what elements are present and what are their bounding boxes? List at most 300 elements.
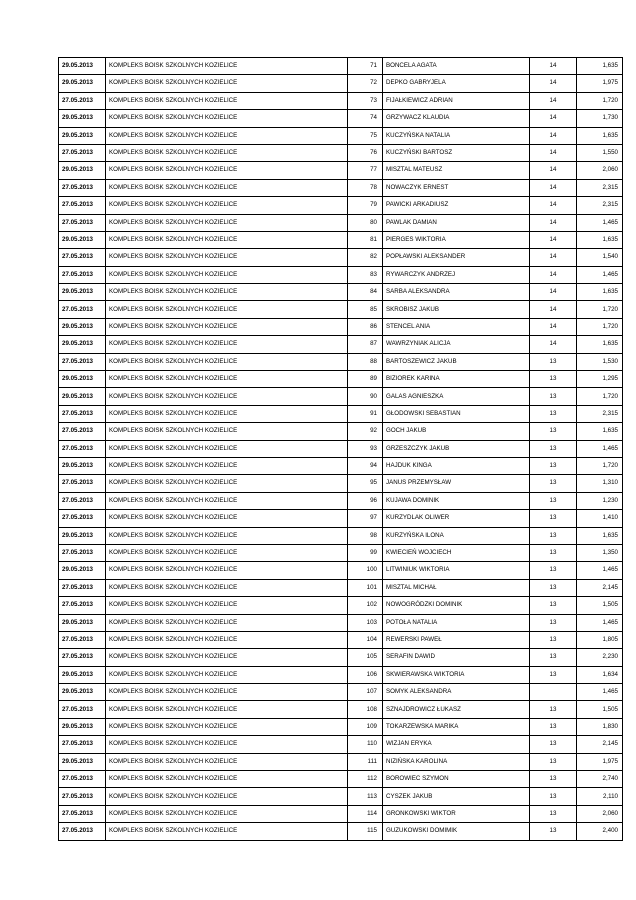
- date-cell: 27.05.2013: [59, 649, 106, 666]
- age-cell: 13: [530, 649, 577, 666]
- table-row: [59, 58, 623, 75]
- age-cell: 13: [530, 666, 577, 683]
- date-cell: 27.05.2013: [59, 440, 106, 457]
- place-cell: KOMPLEKS BOISK SZKOLNYCH KOZIELICE: [106, 127, 348, 144]
- date-cell: 29.05.2013: [59, 753, 106, 770]
- place-cell: KOMPLEKS BOISK SZKOLNYCH KOZIELICE: [106, 823, 348, 840]
- date-cell: 27.05.2013: [59, 197, 106, 214]
- results-table: [58, 57, 623, 841]
- number-cell: 82: [348, 249, 383, 266]
- number-cell: 80: [348, 214, 383, 231]
- age-cell: 13: [530, 353, 577, 370]
- age-cell: 13: [530, 753, 577, 770]
- place-cell: KOMPLEKS BOISK SZKOLNYCH KOZIELICE: [106, 736, 348, 753]
- number-cell: 95: [348, 475, 383, 492]
- name-cell: WIZJAN ERYKA: [383, 736, 530, 753]
- place-cell: KOMPLEKS BOISK SZKOLNYCH KOZIELICE: [106, 492, 348, 509]
- table-row: [59, 649, 623, 666]
- table-row: [59, 423, 623, 440]
- name-cell: SKROBISZ JAKUB: [383, 301, 530, 318]
- date-cell: 27.05.2013: [59, 475, 106, 492]
- name-cell: SARBA ALEKSANDRA: [383, 284, 530, 301]
- result-cell: 2,230: [577, 649, 623, 666]
- place-cell: KOMPLEKS BOISK SZKOLNYCH KOZIELICE: [106, 440, 348, 457]
- number-cell: 86: [348, 318, 383, 335]
- name-cell: REWERSKI PAWEŁ: [383, 631, 530, 648]
- number-cell: 101: [348, 579, 383, 596]
- number-cell: 72: [348, 75, 383, 92]
- place-cell: KOMPLEKS BOISK SZKOLNYCH KOZIELICE: [106, 753, 348, 770]
- result-cell: 2,740: [577, 771, 623, 788]
- place-cell: KOMPLEKS BOISK SZKOLNYCH KOZIELICE: [106, 266, 348, 283]
- number-cell: 110: [348, 736, 383, 753]
- table-row: [59, 475, 623, 492]
- name-cell: GRZESZCZYK JAKUB: [383, 440, 530, 457]
- number-cell: 111: [348, 753, 383, 770]
- place-cell: KOMPLEKS BOISK SZKOLNYCH KOZIELICE: [106, 144, 348, 161]
- age-cell: 13: [530, 457, 577, 474]
- date-cell: 27.05.2013: [59, 301, 106, 318]
- number-cell: 94: [348, 457, 383, 474]
- result-cell: 2,060: [577, 162, 623, 179]
- name-cell: JANUS PRZEMYSŁAW: [383, 475, 530, 492]
- age-cell: 13: [530, 475, 577, 492]
- table-row: [59, 266, 623, 283]
- date-cell: 27.05.2013: [59, 736, 106, 753]
- age-cell: 13: [530, 736, 577, 753]
- result-cell: 1,505: [577, 701, 623, 718]
- number-cell: 90: [348, 388, 383, 405]
- age-cell: 13: [530, 371, 577, 388]
- place-cell: KOMPLEKS BOISK SZKOLNYCH KOZIELICE: [106, 510, 348, 527]
- place-cell: KOMPLEKS BOISK SZKOLNYCH KOZIELICE: [106, 597, 348, 614]
- date-cell: 27.05.2013: [59, 631, 106, 648]
- number-cell: 93: [348, 440, 383, 457]
- place-cell: KOMPLEKS BOISK SZKOLNYCH KOZIELICE: [106, 562, 348, 579]
- name-cell: KUJAWA DOMINIK: [383, 492, 530, 509]
- age-cell: 13: [530, 388, 577, 405]
- table-row: [59, 162, 623, 179]
- date-cell: 27.05.2013: [59, 788, 106, 805]
- result-cell: 1,720: [577, 301, 623, 318]
- name-cell: NOWOGRÓDZKI DOMINIK: [383, 597, 530, 614]
- number-cell: 75: [348, 127, 383, 144]
- age-cell: 14: [530, 162, 577, 179]
- result-cell: 1,530: [577, 353, 623, 370]
- table-row: [59, 597, 623, 614]
- result-cell: 1,635: [577, 284, 623, 301]
- date-cell: 29.05.2013: [59, 318, 106, 335]
- date-cell: 27.05.2013: [59, 92, 106, 109]
- table-row: [59, 179, 623, 196]
- table-row: [59, 231, 623, 248]
- name-cell: KUCZYŃSKA NATALIA: [383, 127, 530, 144]
- table-row: [59, 336, 623, 353]
- result-cell: 1,635: [577, 336, 623, 353]
- date-cell: 29.05.2013: [59, 231, 106, 248]
- age-cell: 14: [530, 318, 577, 335]
- age-cell: 13: [530, 597, 577, 614]
- table-row: [59, 249, 623, 266]
- place-cell: KOMPLEKS BOISK SZKOLNYCH KOZIELICE: [106, 544, 348, 561]
- date-cell: 29.05.2013: [59, 718, 106, 735]
- table-row: [59, 492, 623, 509]
- date-cell: 27.05.2013: [59, 544, 106, 561]
- name-cell: KURZYDLAK OLIWER: [383, 510, 530, 527]
- table-row: [59, 666, 623, 683]
- age-cell: 13: [530, 718, 577, 735]
- number-cell: 78: [348, 179, 383, 196]
- table-row: [59, 614, 623, 631]
- result-cell: 1,465: [577, 614, 623, 631]
- place-cell: KOMPLEKS BOISK SZKOLNYCH KOZIELICE: [106, 214, 348, 231]
- age-cell: 13: [530, 510, 577, 527]
- name-cell: POTOŁA NATALIA: [383, 614, 530, 631]
- number-cell: 87: [348, 336, 383, 353]
- age-cell: 14: [530, 284, 577, 301]
- result-cell: 1,635: [577, 423, 623, 440]
- number-cell: 107: [348, 684, 383, 701]
- table-row: [59, 823, 623, 840]
- table-row: [59, 371, 623, 388]
- date-cell: 29.05.2013: [59, 110, 106, 127]
- age-cell: 14: [530, 144, 577, 161]
- number-cell: 115: [348, 823, 383, 840]
- date-cell: 29.05.2013: [59, 284, 106, 301]
- place-cell: KOMPLEKS BOISK SZKOLNYCH KOZIELICE: [106, 249, 348, 266]
- number-cell: 92: [348, 423, 383, 440]
- name-cell: POPŁAWSKI ALEKSANDER: [383, 249, 530, 266]
- result-cell: 1,540: [577, 249, 623, 266]
- name-cell: GRONKOWSKI WIKTOR: [383, 805, 530, 822]
- age-cell: 13: [530, 805, 577, 822]
- date-cell: 29.05.2013: [59, 336, 106, 353]
- result-cell: 2,315: [577, 179, 623, 196]
- place-cell: KOMPLEKS BOISK SZKOLNYCH KOZIELICE: [106, 579, 348, 596]
- result-cell: 2,315: [577, 405, 623, 422]
- date-cell: 27.05.2013: [59, 249, 106, 266]
- number-cell: 83: [348, 266, 383, 283]
- date-cell: 27.05.2013: [59, 823, 106, 840]
- name-cell: GOCH JAKUB: [383, 423, 530, 440]
- number-cell: 99: [348, 544, 383, 561]
- number-cell: 105: [348, 649, 383, 666]
- table-row: [59, 318, 623, 335]
- place-cell: KOMPLEKS BOISK SZKOLNYCH KOZIELICE: [106, 771, 348, 788]
- name-cell: SKWIERAWSKA WIKTORIA: [383, 666, 530, 683]
- age-cell: 14: [530, 110, 577, 127]
- date-cell: 29.05.2013: [59, 388, 106, 405]
- result-cell: 1,465: [577, 266, 623, 283]
- result-cell: 1,350: [577, 544, 623, 561]
- date-cell: 27.05.2013: [59, 179, 106, 196]
- name-cell: MISZTAL MATEUSZ: [383, 162, 530, 179]
- name-cell: TOKARZEWSKA MARIKA: [383, 718, 530, 735]
- age-cell: 14: [530, 266, 577, 283]
- place-cell: KOMPLEKS BOISK SZKOLNYCH KOZIELICE: [106, 405, 348, 422]
- result-cell: 1,805: [577, 631, 623, 648]
- number-cell: 102: [348, 597, 383, 614]
- name-cell: SZNAJDROWICZ ŁUKASZ: [383, 701, 530, 718]
- age-cell: 13: [530, 492, 577, 509]
- result-cell: 1,730: [577, 110, 623, 127]
- date-cell: 27.05.2013: [59, 805, 106, 822]
- age-cell: 14: [530, 336, 577, 353]
- number-cell: 77: [348, 162, 383, 179]
- result-cell: 2,315: [577, 197, 623, 214]
- name-cell: KURZYŃSKA ILONA: [383, 527, 530, 544]
- number-cell: 113: [348, 788, 383, 805]
- place-cell: KOMPLEKS BOISK SZKOLNYCH KOZIELICE: [106, 666, 348, 683]
- name-cell: CYSZEK JAKUB: [383, 788, 530, 805]
- date-cell: 27.05.2013: [59, 510, 106, 527]
- result-cell: 1,465: [577, 562, 623, 579]
- date-cell: 29.05.2013: [59, 684, 106, 701]
- result-cell: 1,975: [577, 75, 623, 92]
- date-cell: 27.05.2013: [59, 353, 106, 370]
- place-cell: KOMPLEKS BOISK SZKOLNYCH KOZIELICE: [106, 284, 348, 301]
- place-cell: KOMPLEKS BOISK SZKOLNYCH KOZIELICE: [106, 110, 348, 127]
- result-cell: 1,635: [577, 231, 623, 248]
- result-cell: 1,410: [577, 510, 623, 527]
- date-cell: 27.05.2013: [59, 266, 106, 283]
- age-cell: 13: [530, 701, 577, 718]
- table-row: [59, 631, 623, 648]
- date-cell: 27.05.2013: [59, 597, 106, 614]
- place-cell: KOMPLEKS BOISK SZKOLNYCH KOZIELICE: [106, 718, 348, 735]
- place-cell: KOMPLEKS BOISK SZKOLNYCH KOZIELICE: [106, 475, 348, 492]
- place-cell: KOMPLEKS BOISK SZKOLNYCH KOZIELICE: [106, 788, 348, 805]
- results-table-body: [59, 58, 623, 841]
- age-cell: 13: [530, 405, 577, 422]
- date-cell: 29.05.2013: [59, 162, 106, 179]
- table-row: [59, 718, 623, 735]
- age-cell: 13: [530, 788, 577, 805]
- result-cell: 1,230: [577, 492, 623, 509]
- date-cell: 27.05.2013: [59, 405, 106, 422]
- place-cell: KOMPLEKS BOISK SZKOLNYCH KOZIELICE: [106, 318, 348, 335]
- result-cell: 1,720: [577, 92, 623, 109]
- name-cell: BONCELA AGATA: [383, 58, 530, 75]
- date-cell: 27.05.2013: [59, 771, 106, 788]
- number-cell: 98: [348, 527, 383, 544]
- place-cell: KOMPLEKS BOISK SZKOLNYCH KOZIELICE: [106, 614, 348, 631]
- name-cell: PIERGES WIKTORIA: [383, 231, 530, 248]
- table-row: [59, 284, 623, 301]
- table-row: [59, 736, 623, 753]
- age-cell: 14: [530, 58, 577, 75]
- number-cell: 91: [348, 405, 383, 422]
- number-cell: 103: [348, 614, 383, 631]
- name-cell: WAWRZYNIAK ALICJA: [383, 336, 530, 353]
- name-cell: FIJAŁKIEWICZ ADRIAN: [383, 92, 530, 109]
- results-sheet: [58, 57, 623, 841]
- result-cell: 1,465: [577, 214, 623, 231]
- name-cell: GRZYWACZ KLAUDIA: [383, 110, 530, 127]
- number-cell: 108: [348, 701, 383, 718]
- date-cell: 29.05.2013: [59, 527, 106, 544]
- age-cell: 14: [530, 179, 577, 196]
- result-cell: 1,295: [577, 371, 623, 388]
- name-cell: NOWACZYK ERNEST: [383, 179, 530, 196]
- table-row: [59, 214, 623, 231]
- date-cell: 27.05.2013: [59, 492, 106, 509]
- result-cell: 2,400: [577, 823, 623, 840]
- number-cell: 89: [348, 371, 383, 388]
- age-cell: 14: [530, 231, 577, 248]
- age-cell: 14: [530, 249, 577, 266]
- result-cell: 1,634: [577, 666, 623, 683]
- result-cell: 1,465: [577, 684, 623, 701]
- number-cell: 106: [348, 666, 383, 683]
- table-row: [59, 579, 623, 596]
- table-row: [59, 701, 623, 718]
- number-cell: 73: [348, 92, 383, 109]
- name-cell: HAJDUK KINGA: [383, 457, 530, 474]
- number-cell: 100: [348, 562, 383, 579]
- number-cell: 97: [348, 510, 383, 527]
- number-cell: 109: [348, 718, 383, 735]
- place-cell: KOMPLEKS BOISK SZKOLNYCH KOZIELICE: [106, 649, 348, 666]
- age-cell: 13: [530, 544, 577, 561]
- name-cell: BIZIOREK KARINA: [383, 371, 530, 388]
- result-cell: 1,465: [577, 440, 623, 457]
- place-cell: KOMPLEKS BOISK SZKOLNYCH KOZIELICE: [106, 805, 348, 822]
- number-cell: 71: [348, 58, 383, 75]
- age-cell: 13: [530, 440, 577, 457]
- name-cell: GUZUKOWSKI DOMIMIK: [383, 823, 530, 840]
- place-cell: KOMPLEKS BOISK SZKOLNYCH KOZIELICE: [106, 301, 348, 318]
- table-row: [59, 144, 623, 161]
- number-cell: 85: [348, 301, 383, 318]
- date-cell: 29.05.2013: [59, 562, 106, 579]
- name-cell: SOMYK ALEKSANDRA: [383, 684, 530, 701]
- result-cell: 2,145: [577, 736, 623, 753]
- place-cell: KOMPLEKS BOISK SZKOLNYCH KOZIELICE: [106, 231, 348, 248]
- date-cell: 27.05.2013: [59, 701, 106, 718]
- number-cell: 104: [348, 631, 383, 648]
- name-cell: SERAFIN DAWID: [383, 649, 530, 666]
- table-row: [59, 562, 623, 579]
- date-cell: 29.05.2013: [59, 58, 106, 75]
- age-cell: 14: [530, 75, 577, 92]
- result-cell: 2,145: [577, 579, 623, 596]
- table-row: [59, 92, 623, 109]
- number-cell: 79: [348, 197, 383, 214]
- table-row: [59, 684, 623, 701]
- place-cell: KOMPLEKS BOISK SZKOLNYCH KOZIELICE: [106, 92, 348, 109]
- table-row: [59, 527, 623, 544]
- date-cell: 27.05.2013: [59, 214, 106, 231]
- place-cell: KOMPLEKS BOISK SZKOLNYCH KOZIELICE: [106, 457, 348, 474]
- place-cell: KOMPLEKS BOISK SZKOLNYCH KOZIELICE: [106, 388, 348, 405]
- place-cell: KOMPLEKS BOISK SZKOLNYCH KOZIELICE: [106, 684, 348, 701]
- number-cell: 88: [348, 353, 383, 370]
- number-cell: 76: [348, 144, 383, 161]
- date-cell: 27.05.2013: [59, 423, 106, 440]
- table-row: [59, 301, 623, 318]
- name-cell: PAWICKI ARKADIUSZ: [383, 197, 530, 214]
- date-cell: 29.05.2013: [59, 127, 106, 144]
- table-row: [59, 510, 623, 527]
- table-row: [59, 127, 623, 144]
- result-cell: 2,060: [577, 805, 623, 822]
- age-cell: 14: [530, 214, 577, 231]
- place-cell: KOMPLEKS BOISK SZKOLNYCH KOZIELICE: [106, 197, 348, 214]
- table-row: [59, 440, 623, 457]
- age-cell: 13: [530, 579, 577, 596]
- number-cell: 114: [348, 805, 383, 822]
- result-cell: 1,635: [577, 127, 623, 144]
- result-cell: 1,720: [577, 457, 623, 474]
- name-cell: BARTOSZEWICZ JAKUB: [383, 353, 530, 370]
- number-cell: 96: [348, 492, 383, 509]
- table-row: [59, 544, 623, 561]
- name-cell: RYWARCZYK ANDRZEJ: [383, 266, 530, 283]
- place-cell: KOMPLEKS BOISK SZKOLNYCH KOZIELICE: [106, 353, 348, 370]
- date-cell: 27.05.2013: [59, 579, 106, 596]
- name-cell: PAWLAK DAMIAN: [383, 214, 530, 231]
- number-cell: 112: [348, 771, 383, 788]
- name-cell: DEPKO GABRYJELA: [383, 75, 530, 92]
- name-cell: BOROWIEC SZYMON: [383, 771, 530, 788]
- name-cell: KWIECIEŃ WOJCIECH: [383, 544, 530, 561]
- date-cell: 29.05.2013: [59, 457, 106, 474]
- result-cell: 1,310: [577, 475, 623, 492]
- place-cell: KOMPLEKS BOISK SZKOLNYCH KOZIELICE: [106, 75, 348, 92]
- age-cell: 13: [530, 631, 577, 648]
- result-cell: 1,830: [577, 718, 623, 735]
- age-cell: 14: [530, 197, 577, 214]
- table-row: [59, 805, 623, 822]
- number-cell: 81: [348, 231, 383, 248]
- name-cell: NIZIŃSKA KAROLINA: [383, 753, 530, 770]
- place-cell: KOMPLEKS BOISK SZKOLNYCH KOZIELICE: [106, 371, 348, 388]
- table-row: [59, 110, 623, 127]
- date-cell: 29.05.2013: [59, 75, 106, 92]
- place-cell: KOMPLEKS BOISK SZKOLNYCH KOZIELICE: [106, 527, 348, 544]
- age-cell: [530, 684, 577, 701]
- age-cell: 14: [530, 92, 577, 109]
- result-cell: 1,975: [577, 753, 623, 770]
- table-row: [59, 197, 623, 214]
- result-cell: 1,635: [577, 527, 623, 544]
- place-cell: KOMPLEKS BOISK SZKOLNYCH KOZIELICE: [106, 701, 348, 718]
- table-row: [59, 753, 623, 770]
- age-cell: 13: [530, 771, 577, 788]
- result-cell: 1,720: [577, 388, 623, 405]
- result-cell: 1,720: [577, 318, 623, 335]
- place-cell: KOMPLEKS BOISK SZKOLNYCH KOZIELICE: [106, 423, 348, 440]
- place-cell: KOMPLEKS BOISK SZKOLNYCH KOZIELICE: [106, 631, 348, 648]
- result-cell: 1,505: [577, 597, 623, 614]
- age-cell: 14: [530, 301, 577, 318]
- place-cell: KOMPLEKS BOISK SZKOLNYCH KOZIELICE: [106, 58, 348, 75]
- name-cell: STENCEL ANIA: [383, 318, 530, 335]
- table-row: [59, 457, 623, 474]
- name-cell: KUCZYŃSKI BARTOSZ: [383, 144, 530, 161]
- place-cell: KOMPLEKS BOISK SZKOLNYCH KOZIELICE: [106, 179, 348, 196]
- number-cell: 74: [348, 110, 383, 127]
- age-cell: 13: [530, 527, 577, 544]
- result-cell: 1,635: [577, 58, 623, 75]
- number-cell: 84: [348, 284, 383, 301]
- table-row: [59, 353, 623, 370]
- result-cell: 1,550: [577, 144, 623, 161]
- age-cell: 13: [530, 823, 577, 840]
- table-row: [59, 771, 623, 788]
- table-row: [59, 75, 623, 92]
